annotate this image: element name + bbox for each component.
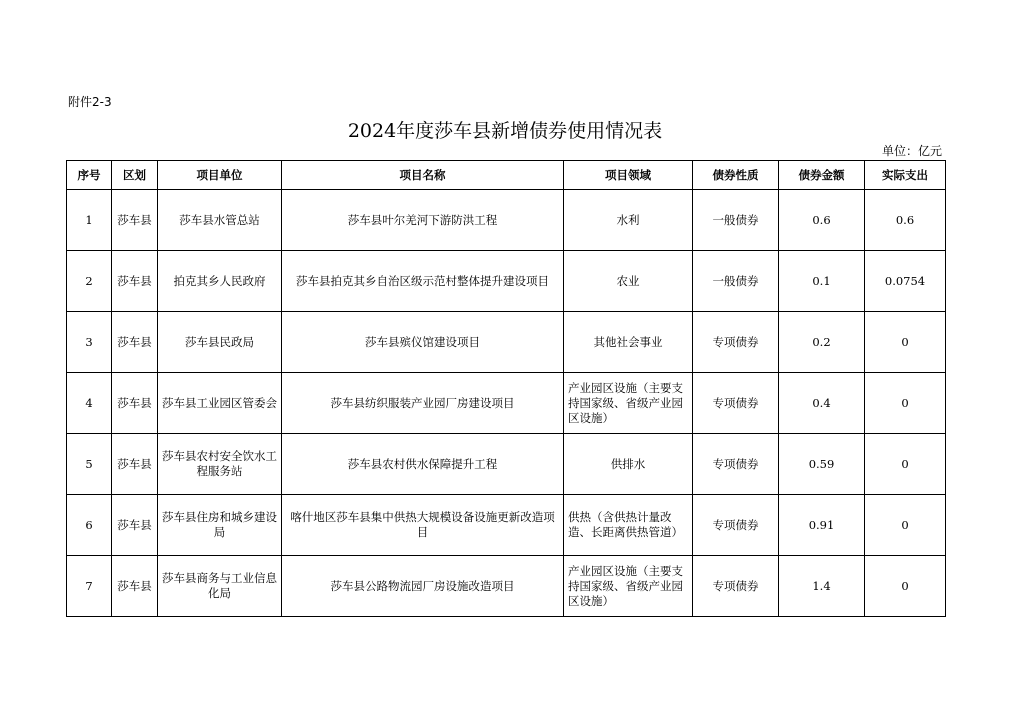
header-nature: 债券性质 xyxy=(693,161,779,190)
page-title: 2024年度莎车县新增债券使用情况表 xyxy=(347,120,663,142)
header-project: 项目名称 xyxy=(282,161,564,190)
cell-amount: 0.1 xyxy=(779,251,865,312)
cell-unit: 莎车县民政局 xyxy=(158,312,282,373)
cell-project: 喀什地区莎车县集中供热大规模设备设施更新改造项目 xyxy=(282,495,564,556)
table-row xyxy=(67,190,946,251)
cell-region: 莎车县 xyxy=(112,251,158,312)
cell-unit: 拍克其乡人民政府 xyxy=(158,251,282,312)
cell-unit: 莎车县商务与工业信息化局 xyxy=(158,556,282,617)
cell-no: 5 xyxy=(67,434,112,495)
cell-unit: 莎车县农村安全饮水工程服务站 xyxy=(158,434,282,495)
cell-region: 莎车县 xyxy=(112,312,158,373)
cell-project: 莎车县农村供水保障提升工程 xyxy=(282,434,564,495)
cell-amount: 0.4 xyxy=(779,373,865,434)
cell-spent: 0 xyxy=(865,556,946,617)
cell-nature: 一般债券 xyxy=(693,190,779,251)
cell-unit: 莎车县住房和城乡建设局 xyxy=(158,495,282,556)
cell-region: 莎车县 xyxy=(112,434,158,495)
cell-nature: 专项债券 xyxy=(693,495,779,556)
cell-region: 莎车县 xyxy=(112,556,158,617)
cell-no: 2 xyxy=(67,251,112,312)
cell-field: 农业 xyxy=(564,251,693,312)
cell-project: 莎车县叶尔羌河下游防洪工程 xyxy=(282,190,564,251)
cell-project: 莎车县殡仪馆建设项目 xyxy=(282,312,564,373)
cell-field: 产业园区设施（主要支持国家级、省级产业园区设施） xyxy=(564,556,693,617)
cell-field: 水利 xyxy=(564,190,693,251)
header-spent: 实际支出 xyxy=(865,161,946,190)
header-region: 区划 xyxy=(112,161,158,190)
cell-region: 莎车县 xyxy=(112,190,158,251)
cell-spent: 0.6 xyxy=(865,190,946,251)
attachment-label: 附件2-3 xyxy=(68,95,112,109)
cell-field: 产业园区设施（主要支持国家级、省级产业园区设施） xyxy=(564,373,693,434)
cell-amount: 0.6 xyxy=(779,190,865,251)
table-row xyxy=(67,373,946,434)
cell-amount: 0.2 xyxy=(779,312,865,373)
cell-no: 7 xyxy=(67,556,112,617)
cell-region: 莎车县 xyxy=(112,495,158,556)
cell-unit: 莎车县水管总站 xyxy=(158,190,282,251)
cell-project: 莎车县拍克其乡自治区级示范村整体提升建设项目 xyxy=(282,251,564,312)
cell-region: 莎车县 xyxy=(112,373,158,434)
cell-spent: 0.0754 xyxy=(865,251,946,312)
cell-project: 莎车县公路物流园厂房设施改造项目 xyxy=(282,556,564,617)
header-no: 序号 xyxy=(67,161,112,190)
cell-amount: 0.59 xyxy=(779,434,865,495)
cell-field: 供热（含供热计量改造、长距离供热管道） xyxy=(564,495,693,556)
cell-spent: 0 xyxy=(865,495,946,556)
cell-nature: 专项债券 xyxy=(693,434,779,495)
cell-field: 其他社会事业 xyxy=(564,312,693,373)
cell-amount: 1.4 xyxy=(779,556,865,617)
table-header-row xyxy=(67,161,946,190)
cell-no: 6 xyxy=(67,495,112,556)
unit-label: 单位：亿元 xyxy=(881,144,942,158)
cell-no: 3 xyxy=(67,312,112,373)
table-row xyxy=(67,251,946,312)
header-unit: 项目单位 xyxy=(158,161,282,190)
table-row xyxy=(67,312,946,373)
table-row xyxy=(67,434,946,495)
debt-usage-table xyxy=(66,160,946,617)
cell-project: 莎车县纺织服装产业园厂房建设项目 xyxy=(282,373,564,434)
cell-no: 1 xyxy=(67,190,112,251)
cell-spent: 0 xyxy=(865,312,946,373)
header-field: 项目领域 xyxy=(564,161,693,190)
table-row xyxy=(67,495,946,556)
cell-no: 4 xyxy=(67,373,112,434)
cell-spent: 0 xyxy=(865,434,946,495)
table-row xyxy=(67,556,946,617)
cell-unit: 莎车县工业园区管委会 xyxy=(158,373,282,434)
cell-nature: 一般债券 xyxy=(693,251,779,312)
cell-amount: 0.91 xyxy=(779,495,865,556)
header-amount: 债券金额 xyxy=(779,161,865,190)
cell-nature: 专项债券 xyxy=(693,312,779,373)
cell-nature: 专项债券 xyxy=(693,556,779,617)
cell-nature: 专项债券 xyxy=(693,373,779,434)
cell-spent: 0 xyxy=(865,373,946,434)
cell-field: 供排水 xyxy=(564,434,693,495)
